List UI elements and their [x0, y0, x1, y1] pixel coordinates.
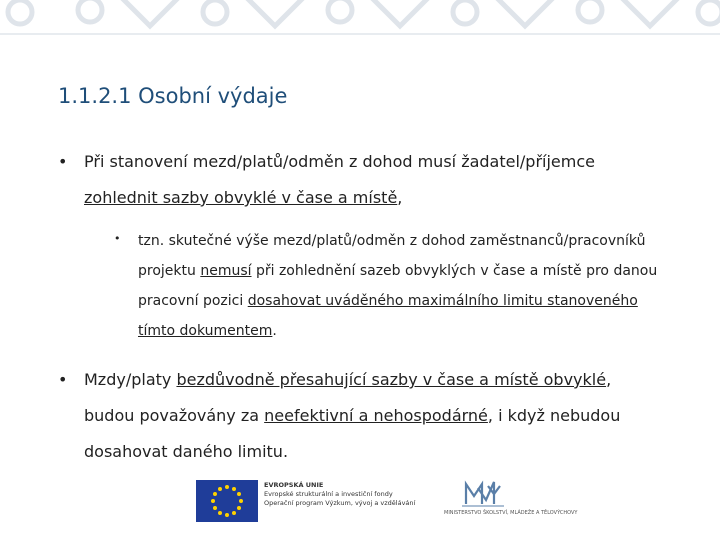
bullet-1-text-part: Při stanovení mezd/platů/odměn z dohod musí žadatel/příjemce — [84, 152, 595, 171]
msmt-logo-icon — [444, 478, 534, 510]
sub-bullet-marker: • — [114, 232, 121, 245]
eu-program-text — [264, 481, 415, 508]
sub-bullet-underlined: nemusí — [200, 263, 252, 279]
sub-bullet-text-part: tzn. skutečné výše mezd/platů/odměn z dohod zaměstnanců/pracovníků projektu — [138, 233, 646, 279]
bullet-marker: • — [58, 370, 68, 389]
decorative-pattern-icon — [0, 0, 720, 36]
sub-bullet-text-part: při zohlednění sazeb obvyklých v čase a místě pro danou pracovní pozici — [138, 263, 658, 309]
bullet-2-text-part: , i když nebudou dosahovat daného limitu. — [84, 406, 621, 461]
bullet-1-text-part: , — [397, 188, 403, 207]
bullet-1-text — [84, 144, 644, 216]
sub-bullet-1-text — [138, 226, 678, 346]
footer-logos — [196, 476, 578, 524]
bullet-2-text-part: , budou považovány za — [84, 370, 612, 425]
bullet-2-text-part: Mzdy/platy — [84, 370, 177, 389]
bullet-1-underlined: zohlednit sazby obvyklé v čase a místě — [84, 188, 398, 207]
eu-line: Evropské strukturální a investiční fondy — [264, 490, 393, 498]
msmt-logo — [444, 478, 578, 524]
bullet-marker: • — [58, 152, 68, 171]
eu-line: Operační program Výzkum, vývoj a vzdělávání — [264, 499, 416, 507]
sub-bullet-underlined: dosahovat uváděného maximálního limitu stanoveného tímto dokumentem — [138, 293, 638, 339]
bullet-2-underlined: neefektivní a nehospodárné — [264, 406, 488, 425]
eu-line: EVROPSKÁ UNIE — [264, 481, 324, 489]
bullet-2-underlined: bezdůvodně přesahující sazby v čase a místě obvyklé — [176, 370, 607, 389]
eu-flag-icon — [196, 480, 258, 522]
slide-title: 1.1.2.1 Osobní výdaje — [58, 84, 288, 108]
msmt-label: MINISTERSTVO ŠKOLSTVÍ, MLÁDEŽE A TĚLOVÝCHOVY — [444, 510, 578, 516]
sub-bullet-text-part: . — [272, 323, 277, 339]
header-pattern — [0, 0, 720, 36]
bullet-2-text — [84, 362, 644, 470]
